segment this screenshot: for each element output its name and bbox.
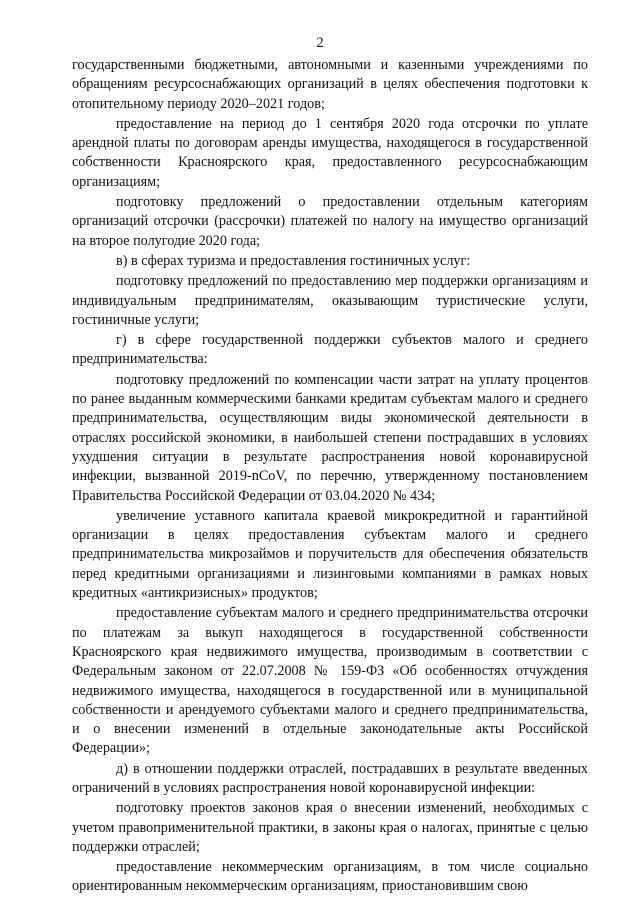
paragraph: увеличение уставного капитала краевой микрокредитной и гарантийной организации в целях предоставления субъектам малого и среднего предпринимательства микрозаймов и поручительств для обеспечения обязательств перед кредитными организациями и лизинговыми компаниями в рамках новых кредитных «антикризисных» продуктов; — [72, 507, 588, 602]
document-body — [72, 56, 588, 897]
paragraph: предоставление на период до 1 сентября 2020 года отсрочки по уплате арендной платы по договорам аренды имущества, находящегося в государственной собственности Красноярского края, предоставленного ресурсоснабжающим организациям; — [72, 115, 588, 190]
paragraph: предоставление субъектам малого и среднего предпринимательства отсрочки по платежам за выкуп находящегося в государственной собственности Красноярского края недвижимого имущества, производимым в соответствии с Федеральным законом от 22.07.2008 № 159-ФЗ «Об особенностях отчуждения недвижимого имущества, находящегося в государственной или в муниципальной собственности и арендуемого субъектами малого и среднего предпринимательства, и о внесении изменений в отдельные законодательные акты Российской Федерации»; — [72, 605, 588, 757]
paragraph: д) в отношении поддержки отраслей, пострадавших в результате введенных ограничений в условиях распространения новой коронавирусной инфекции: — [72, 760, 588, 796]
paragraph: г) в сфере государственной поддержки субъектов малого и среднего предпринимательства: — [72, 332, 588, 368]
page-number: 2 — [316, 35, 324, 51]
paragraph: в) в сферах туризма и предоставления гостиничных услуг: — [116, 252, 471, 269]
paragraph: подготовку предложений по предоставлению мер поддержки организациям и индивидуальным предпринимателям, оказывающим туристические услуги, гостиничные услуги; — [72, 273, 588, 328]
paragraph: подготовку проектов законов края о внесении изменений, необходимых с учетом правоприменительной практики, в законы края о налогах, принятые с целью поддержки отраслей; — [72, 800, 588, 855]
paragraph: государственными бюджетными, автономными и казенными учреждениями по обращениям ресурсоснабжающих организаций в целях обеспечения подготовки к отопительному периоду 2020–2021 годов; — [72, 57, 588, 112]
paragraph: подготовку предложений о предоставлении отдельным категориям организаций отсрочки (рассрочки) платежей по налогу на имущество организаций на второе полугодие 2020 года; — [72, 194, 588, 249]
paragraph: подготовку предложений по компенсации части затрат на уплату процентов по ранее выданным коммерческими банками кредитам субъектам малого и среднего предпринимательства, осуществляющим виды экономической деятельности в отраслях российской экономики, в наибольшей степени пострадавших в условиях ухудшения ситуации в результате распространения новой коронавирусной инфекции, вызванной 2019-nCoV, по перечню, утвержденному постановлением Правительства Российской Федерации от 03.04.2020 № 434; — [72, 371, 588, 504]
paragraph: предоставление некоммерческим организациям, в том числе социально ориентированным некоммерческим организациям, приостановившим свою — [72, 859, 588, 895]
